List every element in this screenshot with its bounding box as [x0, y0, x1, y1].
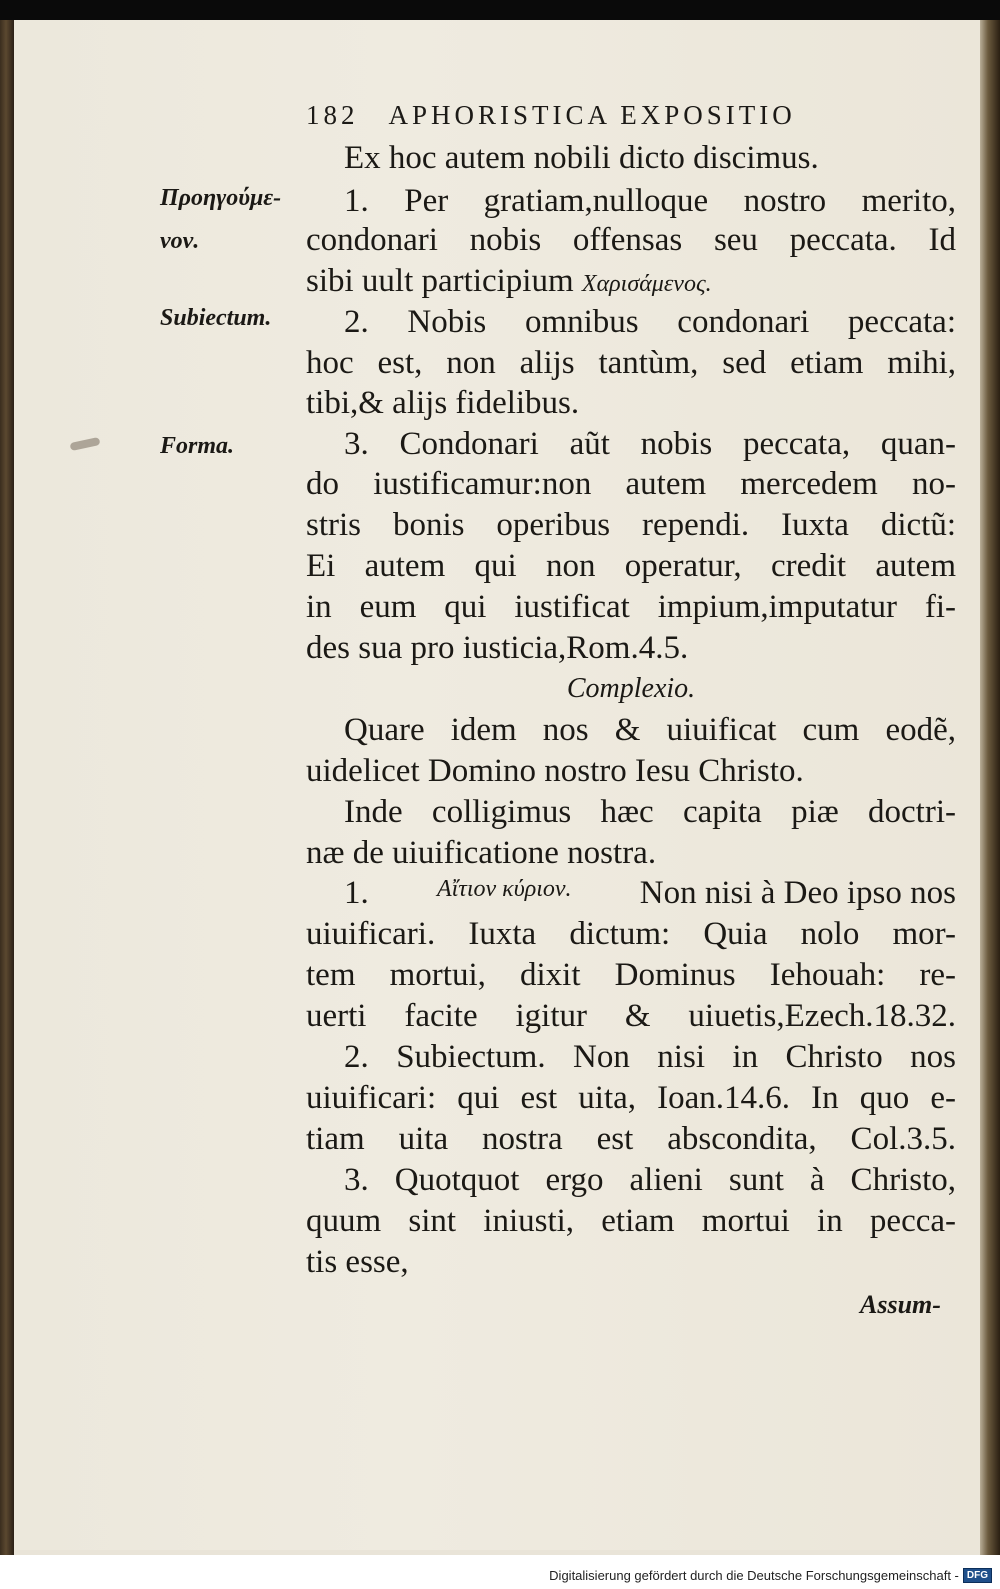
- text-line: [344, 877, 956, 910]
- text-line: tis esse,: [306, 1246, 409, 1279]
- text-line: quum sint iniusti, etiam mortui in pecca-: [306, 1205, 956, 1238]
- margin-note-greek-1: Προηγούμε-: [160, 185, 282, 211]
- text-line: condonari nobis offensas seu peccata. Id: [306, 224, 956, 257]
- text-line: uiuificari: qui est uita, Ioan.14.6. In quo e-: [306, 1082, 956, 1115]
- text-line: uiuificari. Iuxta dictum: Quia nolo mor-: [306, 918, 956, 951]
- greek-word: Χαρισάμενος.: [581, 271, 712, 297]
- text-line: Ex hoc autem nobili dicto discimus.: [344, 142, 819, 175]
- text-line: 2. Subiectum. Non nisi in Christo nos: [344, 1041, 956, 1074]
- text-line: Quare idem nos & uiuificat cum eodẽ,: [344, 714, 956, 747]
- text-fragment: 1.: [344, 877, 369, 910]
- margin-note-greek-2: νον.: [160, 228, 200, 254]
- text-line: tibi,& alijs fidelibus.: [306, 387, 580, 420]
- dfg-logo-icon: DFG: [963, 1568, 992, 1583]
- text-line: stris bonis operibus rependi. Iuxta dictũ:: [306, 509, 956, 542]
- greek-word: Αἴτιον κύριον.: [436, 877, 572, 902]
- text-line: uerti facite igitur & uiuetis,Ezech.18.32.: [306, 1000, 956, 1033]
- text-fragment: sibi uult participium: [306, 265, 574, 298]
- text-line: do iustificamur:non autem mercedem no-: [306, 468, 956, 501]
- text-fragment: Non nisi à Deo ipso nos: [639, 877, 956, 910]
- text-line: [306, 265, 956, 298]
- text-line: 1. Per gratiam,nulloque nostro merito,: [344, 185, 956, 218]
- text-line: tiam uita nostra est abscondita, Col.3.5.: [306, 1123, 956, 1156]
- text-line: tem mortui, dixit Dominus Iehouah: re-: [306, 959, 956, 992]
- text-line: 3. Condonari aũt nobis peccata, quan-: [344, 428, 956, 461]
- text-line: Ei autem qui non operatur, credit autem: [306, 550, 956, 583]
- text-line: næ de uiuificatione nostra.: [306, 837, 657, 870]
- text-line: 3. Quotquot ergo alieni sunt à Christo,: [344, 1164, 956, 1197]
- catchword: Assum-: [860, 1290, 941, 1319]
- margin-note-forma: Forma.: [160, 433, 235, 459]
- scan-top-border: [0, 0, 1000, 20]
- running-head: [306, 100, 956, 131]
- section-heading: Complexio.: [566, 675, 696, 703]
- margin-note-subiectum: Subiectum.: [160, 305, 272, 331]
- text-line: uidelicet Domino nostro Iesu Christo.: [306, 755, 804, 788]
- running-title: APHORISTICA EXPOSITIO: [388, 100, 796, 130]
- text-line: Inde colligimus hæc capita piæ doctri-: [344, 796, 956, 829]
- page-number: 182: [306, 100, 359, 130]
- text-line: in eum qui iustificat impium,imputatur fi-: [306, 591, 956, 624]
- digitization-footer: [549, 1568, 992, 1583]
- book-right-edge: [980, 20, 1000, 1555]
- footer-credit: Digitalisierung gefördert durch die Deutsche Forschungsgemeinschaft -: [549, 1568, 959, 1583]
- text-line: 2. Nobis omnibus condonari peccata:: [344, 306, 956, 339]
- text-line: des sua pro iusticia,Rom.4.5.: [306, 632, 689, 665]
- text-line: hoc est, non alijs tantùm, sed etiam mihi,: [306, 347, 956, 380]
